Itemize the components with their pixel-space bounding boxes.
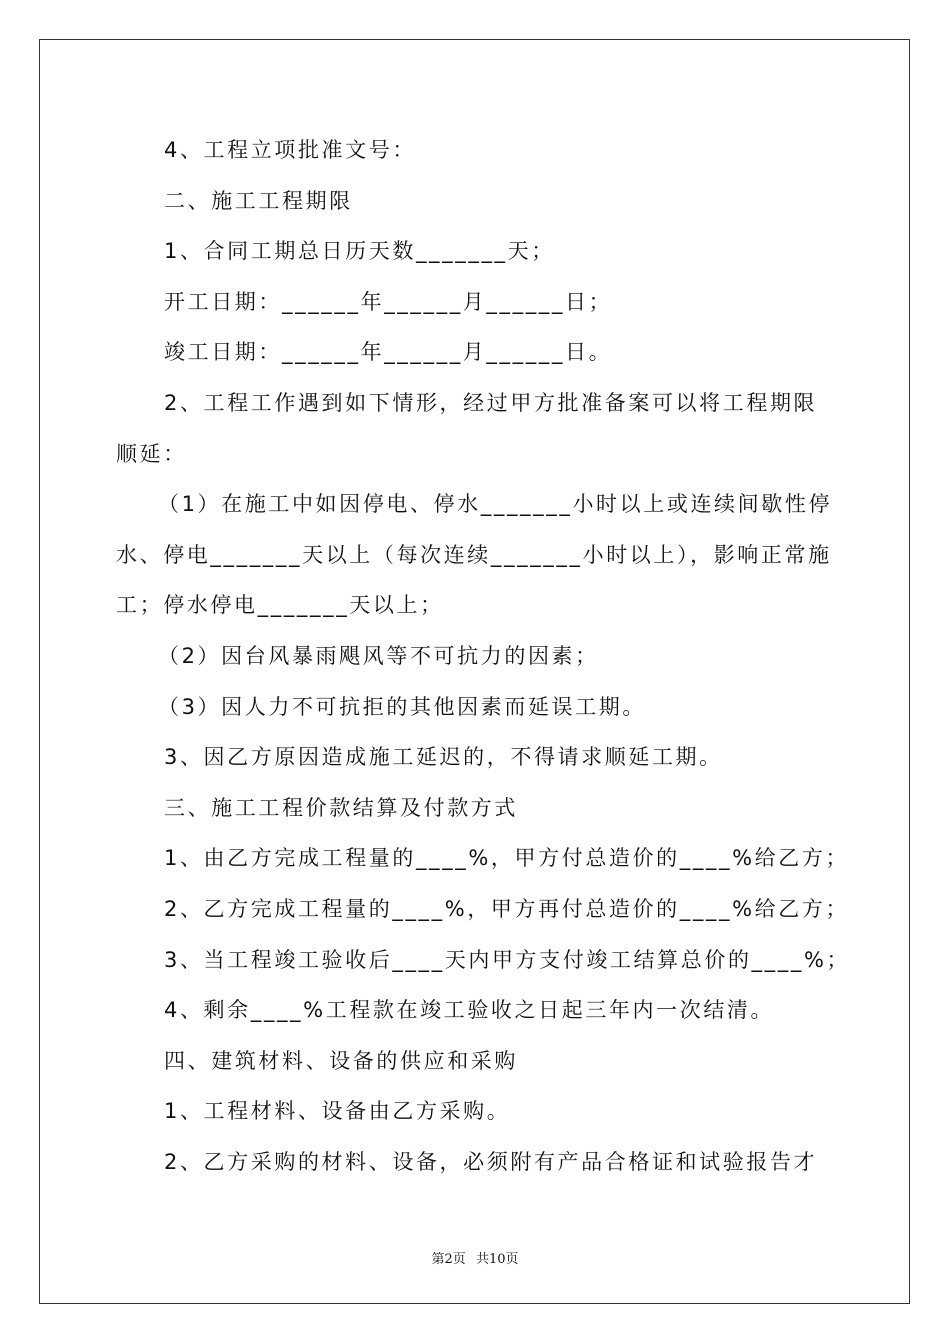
document-body — [116, 125, 851, 1187]
text-line: 2、乙方采购的材料、设备，必须附有产品合格证和试验报告才 — [164, 1149, 818, 1174]
text-line: 1、工程材料、设备由乙方采购。 — [164, 1099, 511, 1124]
page-number: 第2页 — [431, 1252, 466, 1267]
text-line: 4、工程立项批准文号： — [164, 138, 416, 162]
text-line: 顺延： — [116, 441, 187, 466]
text-line: 2、乙方完成工程量的____%，甲方再付总造价的____%给乙方； — [164, 896, 850, 921]
text-line: 3、当工程竣工验收后____天内甲方支付竣工结算总价的____%； — [164, 947, 851, 972]
section-heading: 四、建筑材料、设备的供应和采购 — [164, 1048, 518, 1073]
text-line: 竣工日期：______年______月______日。 — [164, 340, 613, 365]
text-line: 2、工程工作遇到如下情形，经过甲方批准备案可以将工程期限 — [164, 390, 818, 415]
page-footer — [0, 1248, 950, 1267]
text-line: 3、因乙方原因造成施工延迟的，不得请求顺延工期。 — [164, 745, 723, 770]
text-line: 1、由乙方完成工程量的____%，甲方付总造价的____%给乙方； — [164, 846, 850, 871]
text-line: （3）因人力不可抗拒的其他因素而延误工期。 — [158, 694, 646, 719]
page-total: 共10页 — [475, 1252, 519, 1267]
section-heading: 三、施工工程价款结算及付款方式 — [164, 795, 518, 820]
text-line: 开工日期：______年______月______日； — [164, 289, 613, 314]
text-line: （2）因台风暴雨飓风等不可抗力的因素； — [158, 643, 599, 668]
text-line: 水、停电_______天以上（每次连续_______小时以上），影响正常施 — [116, 542, 832, 567]
text-line: 工；停水停电_______天以上； — [116, 593, 444, 618]
section-heading: 二、施工工程期限 — [164, 188, 353, 213]
text-line: 4、剩余____%工程款在竣工验收之日起三年内一次结清。 — [164, 998, 775, 1023]
text-line: 1、合同工期总日历天数_______天； — [164, 239, 555, 264]
text-line: （1）在施工中如因停电、停水_______小时以上或连续间歇性停 — [158, 492, 833, 517]
